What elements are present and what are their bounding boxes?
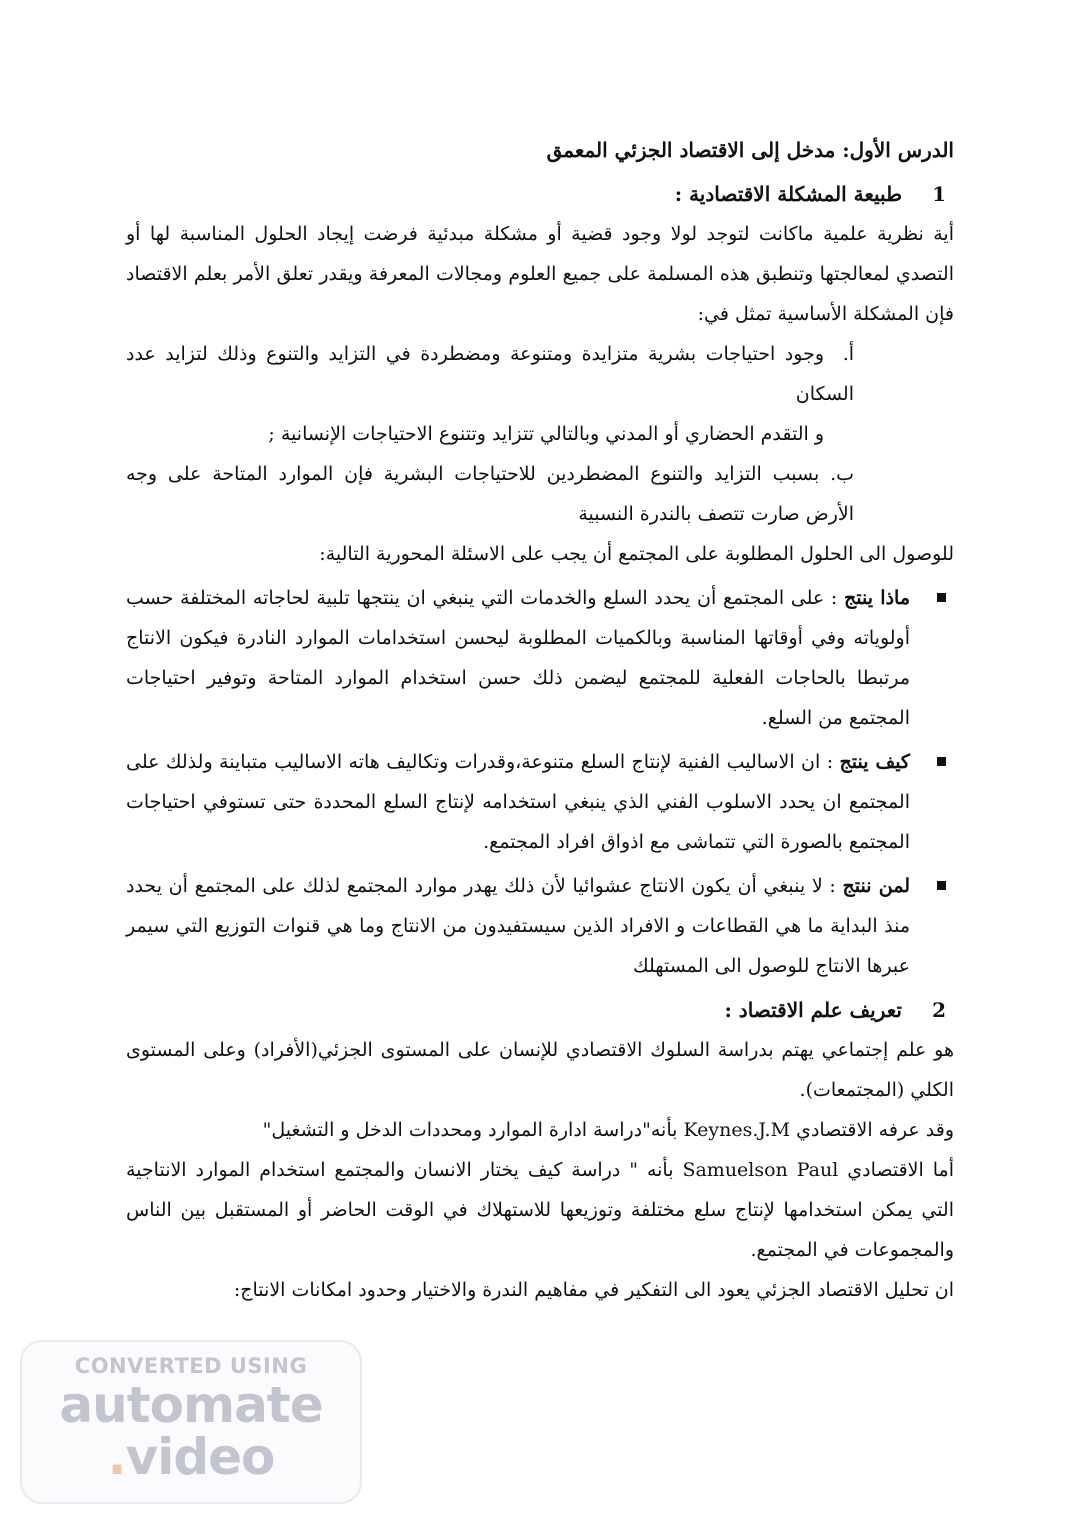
section-1-title: طبيعة المشكلة الاقتصادية : (674, 182, 902, 206)
bullet-what-to-produce (126, 578, 954, 738)
square-bullet-icon (937, 593, 946, 602)
watermark-logo (20, 1340, 362, 1504)
questions-intro: للوصول الى الحلول المطلوبة على المجتمع أن يجب على الاسئلة المحورية التالية: (319, 543, 954, 565)
item-a-marker: أ. (842, 343, 855, 365)
watermark-line-2: automate (59, 1376, 323, 1434)
watermark-line-3 (22, 1428, 360, 1486)
section-2-heading (126, 990, 954, 1030)
samuelson-definition: أما الاقتصادي Samuelson Paul بأنه " دراسة كيف يختار الانسان والمجتمع استخدام الموارد الانتاجية التي يمكن استخدامها لإنتاج سلع مختلفة وتوزيعها للاستهلاك في الوقت الحاضر أو المستقبل بين الناس والمجموعات في المجتمع. (126, 1159, 954, 1261)
square-bullet-icon (937, 881, 946, 890)
section-1-heading (126, 174, 954, 214)
section-1-number: 1 (932, 182, 946, 206)
item-a-line-2: و التقدم الحضاري أو المدني وبالتالي تتزايد وتتنوع الاحتياجات الإنسانية ; (268, 423, 824, 445)
bullet-text: : لا ينبغي أن يكون الانتاج عشوائيا لأن ذلك يهدر موارد المجتمع لذلك على المجتمع أن يحدد منذ البداية ما هي القطاعات و الافراد الذين سيستفيدون من الانتاج وما هي قنوات التوزيع التي سيمر عبرها الانتاج للوصول الى المستهلك (126, 875, 910, 977)
bullet-term: كيف ينتج (839, 751, 910, 773)
section-2-number: 2 (932, 998, 946, 1022)
bullet-term: ماذا ينتج (844, 587, 911, 609)
item-b: ب. بسبب التزايد والتنوع المضطردين للاحتياجات البشرية فإن الموارد المتاحة على وجه الأرض صارت تتصف بالندرة النسبية (126, 463, 854, 525)
bullet-text: : على المجتمع أن يحدد السلع والخدمات التي ينبغي ان ينتجها تلبية لحاجاته المختلفة حسب أولوياته وفي أوقاتها المناسبة وبالكميات المطلوبة ليحسن استخدامات الموارد النادرة فيكون الانتاج مرتبطا بالحاجات الفعلية للمجتمع ليضمن ذلك حسن استخدام الموارد المتاحة وتوفير احتياجات المجتمع من السلع. (126, 587, 910, 729)
square-bullet-icon (937, 757, 946, 766)
item-a-text: وجود احتياجات بشرية متزايدة ومتنوعة ومضطردة في التزايد والتنوع وذلك لتزايد عدد السكان (126, 343, 854, 405)
bullet-text: : ان الاساليب الفنية لإنتاج السلع متنوعة،وقدرات وتكاليف هاته الاساليب متباينة ولذلك على المجتمع ان يحدد الاسلوب الفني الذي ينبغي استخدامه لإنتاج السلع المحددة حتى تستوفي احتياجات المجتمع بالصورة التي تتماشى مع اذواق افراد المجتمع. (126, 751, 910, 853)
bullet-how-to-produce (126, 742, 954, 862)
keynes-definition: وقد عرفه الاقتصادي Keynes.J.M بأنه"دراسة ادارة الموارد ومحددات الدخل و التشغيل" (262, 1119, 954, 1141)
document-page (126, 130, 954, 1310)
watermark-dot: . (107, 1428, 126, 1486)
watermark-video: video (125, 1428, 275, 1486)
watermark-line-1: CONVERTED USING (74, 1354, 308, 1378)
microeconomics-analysis: ان تحليل الاقتصاد الجزئي يعود الى التفكير في مفاهيم الندرة والاختيار وحدود امكانات الانتاج: (233, 1279, 954, 1301)
item-a-line-1 (126, 334, 854, 414)
section-2-title: تعريف علم الاقتصاد : (724, 998, 902, 1022)
bullet-term: لمن ننتج (842, 875, 910, 897)
page-title: الدرس الأول: مدخل إلى الاقتصاد الجزئي المعمق (546, 138, 954, 162)
definition-paragraph: هو علم إجتماعي يهتم بدراسة السلوك الاقتصادي للإنسان على المستوى الجزئي(الأفراد) وعلى المستوى الكلي (المجتمعات). (126, 1039, 954, 1101)
bullet-for-whom (126, 866, 954, 986)
section-1-intro: أية نظرية علمية ماكانت لتوجد لولا وجود قضية أو مشكلة مبدئية فرضت إيجاد الحلول المناسبة لها أو التصدي لمعالجتها وتنطبق هذه المسلمة على جميع العلوم ومجالات المعرفة ويقدر تعلق الأمر بعلم الاقتصاد فإن المشكلة الأساسية تمثل في: (126, 223, 954, 325)
